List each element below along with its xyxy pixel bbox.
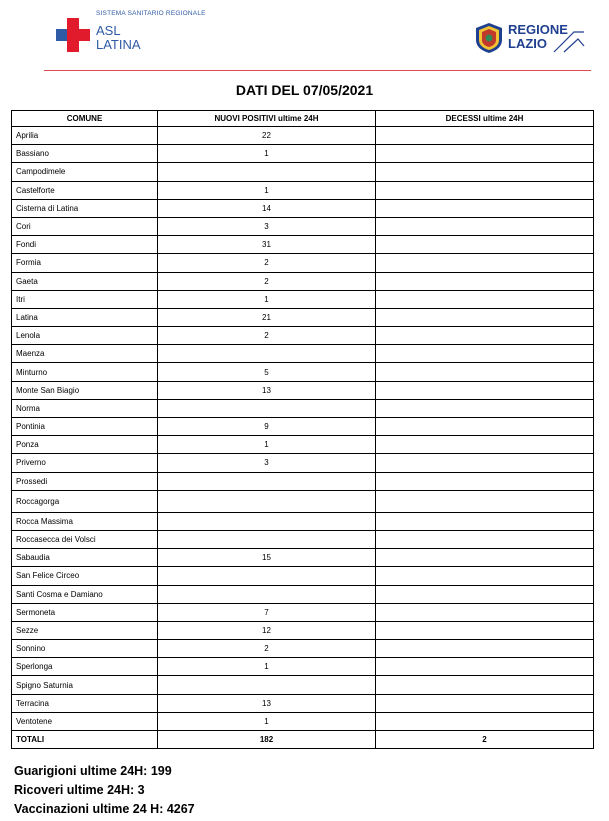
cell-comune: Cisterna di Latina bbox=[12, 199, 158, 217]
table-body bbox=[12, 127, 594, 749]
cell-positivi: 1 bbox=[158, 436, 376, 454]
cell-positivi: 2 bbox=[158, 327, 376, 345]
cell-comune: Itri bbox=[12, 290, 158, 308]
table-row bbox=[12, 308, 594, 326]
cell-positivi: 3 bbox=[158, 217, 376, 235]
cell-comune: Minturno bbox=[12, 363, 158, 381]
cell-positivi: 1 bbox=[158, 712, 376, 730]
table-row bbox=[12, 181, 594, 199]
cell-decessi bbox=[376, 145, 594, 163]
cell-comune: Sonnino bbox=[12, 640, 158, 658]
cell-comune: Castelforte bbox=[12, 181, 158, 199]
cell-decessi bbox=[376, 694, 594, 712]
summary-footer bbox=[14, 762, 195, 819]
cell-decessi bbox=[376, 640, 594, 658]
cell-positivi bbox=[158, 490, 376, 512]
column-header-decessi: DECESSI ultime 24H bbox=[376, 111, 594, 127]
table-row bbox=[12, 694, 594, 712]
table-row bbox=[12, 254, 594, 272]
column-header-positivi: NUOVI POSITIVI ultime 24H bbox=[158, 111, 376, 127]
cell-positivi bbox=[158, 399, 376, 417]
cell-positivi: 5 bbox=[158, 363, 376, 381]
column-header-comune: COMUNE bbox=[12, 111, 158, 127]
cell-decessi bbox=[376, 676, 594, 694]
data-table bbox=[11, 110, 594, 749]
cell-decessi bbox=[376, 236, 594, 254]
cell-comune: Campodimele bbox=[12, 163, 158, 181]
table-row bbox=[12, 236, 594, 254]
header-divider bbox=[44, 70, 591, 71]
asl-cross-logo-icon bbox=[56, 18, 90, 52]
cell-comune: Spigno Saturnia bbox=[12, 676, 158, 694]
cell-decessi bbox=[376, 181, 594, 199]
cell-positivi: 22 bbox=[158, 127, 376, 145]
cell-decessi bbox=[376, 603, 594, 621]
table-row bbox=[12, 658, 594, 676]
cell-decessi bbox=[376, 585, 594, 603]
cell-positivi: 14 bbox=[158, 199, 376, 217]
table-row bbox=[12, 327, 594, 345]
table-row bbox=[12, 217, 594, 235]
table-row bbox=[12, 567, 594, 585]
vaccinazioni-text: Vaccinazioni ultime 24 H: 4267 bbox=[14, 802, 195, 816]
cell-comune: Roccasecca dei Volsci bbox=[12, 530, 158, 548]
table-row bbox=[12, 530, 594, 548]
cell-decessi bbox=[376, 472, 594, 490]
page-header bbox=[0, 0, 609, 80]
cell-decessi bbox=[376, 327, 594, 345]
table-row bbox=[12, 676, 594, 694]
cell-comune: Santi Cosma e Damiano bbox=[12, 585, 158, 603]
cell-decessi bbox=[376, 549, 594, 567]
cell-decessi bbox=[376, 399, 594, 417]
table-row bbox=[12, 363, 594, 381]
cell-positivi: 12 bbox=[158, 621, 376, 639]
totals-row bbox=[12, 731, 594, 749]
cell-decessi bbox=[376, 163, 594, 181]
table-row bbox=[12, 472, 594, 490]
cell-positivi: 31 bbox=[158, 236, 376, 254]
cell-decessi bbox=[376, 454, 594, 472]
cell-comune: Fondi bbox=[12, 236, 158, 254]
cell-decessi bbox=[376, 127, 594, 145]
totals-label: TOTALI bbox=[12, 731, 158, 749]
table-row bbox=[12, 418, 594, 436]
cell-decessi bbox=[376, 418, 594, 436]
cell-comune: Ventotene bbox=[12, 712, 158, 730]
table-row bbox=[12, 345, 594, 363]
cell-positivi: 3 bbox=[158, 454, 376, 472]
cell-comune: Roccagorga bbox=[12, 490, 158, 512]
regione-emblem-icon bbox=[474, 22, 504, 54]
cell-comune: Sabaudia bbox=[12, 549, 158, 567]
cell-decessi bbox=[376, 290, 594, 308]
cell-decessi bbox=[376, 512, 594, 530]
table-row bbox=[12, 621, 594, 639]
cell-decessi bbox=[376, 272, 594, 290]
asl-name-line1: ASL bbox=[96, 23, 121, 38]
table-row bbox=[12, 436, 594, 454]
cell-decessi bbox=[376, 363, 594, 381]
cell-decessi bbox=[376, 712, 594, 730]
table-row bbox=[12, 603, 594, 621]
cell-decessi bbox=[376, 308, 594, 326]
cell-decessi bbox=[376, 254, 594, 272]
table-row bbox=[12, 163, 594, 181]
cell-decessi bbox=[376, 345, 594, 363]
cell-comune: Latina bbox=[12, 308, 158, 326]
asl-name-line2: LATINA bbox=[96, 37, 141, 52]
regione-line1: REGIONE bbox=[508, 22, 568, 37]
cell-positivi: 7 bbox=[158, 603, 376, 621]
cell-comune: Maenza bbox=[12, 345, 158, 363]
page-title: DATI DEL 07/05/2021 bbox=[235, 82, 374, 98]
table-row bbox=[12, 381, 594, 399]
cell-comune: Bassiano bbox=[12, 145, 158, 163]
cell-comune: Priverno bbox=[12, 454, 158, 472]
cell-decessi bbox=[376, 199, 594, 217]
guarigioni-text: Guarigioni ultime 24H: 199 bbox=[14, 764, 172, 778]
cell-comune: Monte San Biagio bbox=[12, 381, 158, 399]
cell-positivi bbox=[158, 512, 376, 530]
cell-decessi bbox=[376, 621, 594, 639]
cell-positivi bbox=[158, 345, 376, 363]
ricoveri-text: Ricoveri ultime 24H: 3 bbox=[14, 783, 145, 797]
cell-comune: Sperlonga bbox=[12, 658, 158, 676]
cell-comune: Formia bbox=[12, 254, 158, 272]
cell-positivi: 2 bbox=[158, 254, 376, 272]
cell-positivi: 13 bbox=[158, 381, 376, 399]
cell-positivi: 13 bbox=[158, 694, 376, 712]
cell-comune: Terracina bbox=[12, 694, 158, 712]
table-row bbox=[12, 454, 594, 472]
cell-comune: Aprilia bbox=[12, 127, 158, 145]
cell-positivi bbox=[158, 567, 376, 585]
cell-comune: Sezze bbox=[12, 621, 158, 639]
cell-comune: Cori bbox=[12, 217, 158, 235]
regione-lazio-logo bbox=[474, 22, 584, 56]
totals-positivi: 182 bbox=[158, 731, 376, 749]
cell-decessi bbox=[376, 381, 594, 399]
asl-name bbox=[96, 24, 141, 52]
asl-subtitle: SISTEMA SANITARIO REGIONALE bbox=[96, 10, 206, 17]
cell-comune: Lenola bbox=[12, 327, 158, 345]
table-row bbox=[12, 585, 594, 603]
cell-positivi bbox=[158, 585, 376, 603]
cell-positivi bbox=[158, 530, 376, 548]
cell-comune: San Felice Circeo bbox=[12, 567, 158, 585]
cell-positivi: 15 bbox=[158, 549, 376, 567]
cell-positivi: 2 bbox=[158, 272, 376, 290]
table-row bbox=[12, 549, 594, 567]
table-row bbox=[12, 490, 594, 512]
cell-decessi bbox=[376, 658, 594, 676]
cell-decessi bbox=[376, 436, 594, 454]
regione-line2: LAZIO bbox=[508, 36, 547, 51]
table-row bbox=[12, 399, 594, 417]
table-row bbox=[12, 199, 594, 217]
cell-positivi: 1 bbox=[158, 290, 376, 308]
table-row bbox=[12, 145, 594, 163]
table-row bbox=[12, 640, 594, 658]
cell-positivi: 1 bbox=[158, 658, 376, 676]
cell-comune: Pontinia bbox=[12, 418, 158, 436]
regione-swoosh-icon bbox=[552, 24, 586, 54]
table-row bbox=[12, 712, 594, 730]
cell-positivi bbox=[158, 163, 376, 181]
cell-positivi: 1 bbox=[158, 181, 376, 199]
table-header-row bbox=[12, 111, 594, 127]
cell-comune: Norma bbox=[12, 399, 158, 417]
cell-decessi bbox=[376, 490, 594, 512]
cell-comune: Gaeta bbox=[12, 272, 158, 290]
cell-positivi bbox=[158, 676, 376, 694]
cell-comune: Ponza bbox=[12, 436, 158, 454]
cell-positivi: 21 bbox=[158, 308, 376, 326]
cell-positivi: 9 bbox=[158, 418, 376, 436]
totals-decessi: 2 bbox=[376, 731, 594, 749]
cell-positivi: 2 bbox=[158, 640, 376, 658]
table-row bbox=[12, 127, 594, 145]
cell-comune: Sermoneta bbox=[12, 603, 158, 621]
cell-decessi bbox=[376, 567, 594, 585]
table-row bbox=[12, 272, 594, 290]
cell-decessi bbox=[376, 217, 594, 235]
table-row bbox=[12, 512, 594, 530]
cell-positivi: 1 bbox=[158, 145, 376, 163]
cell-comune: Rocca Massima bbox=[12, 512, 158, 530]
cell-comune: Prossedi bbox=[12, 472, 158, 490]
table-row bbox=[12, 290, 594, 308]
cell-positivi bbox=[158, 472, 376, 490]
cell-decessi bbox=[376, 530, 594, 548]
